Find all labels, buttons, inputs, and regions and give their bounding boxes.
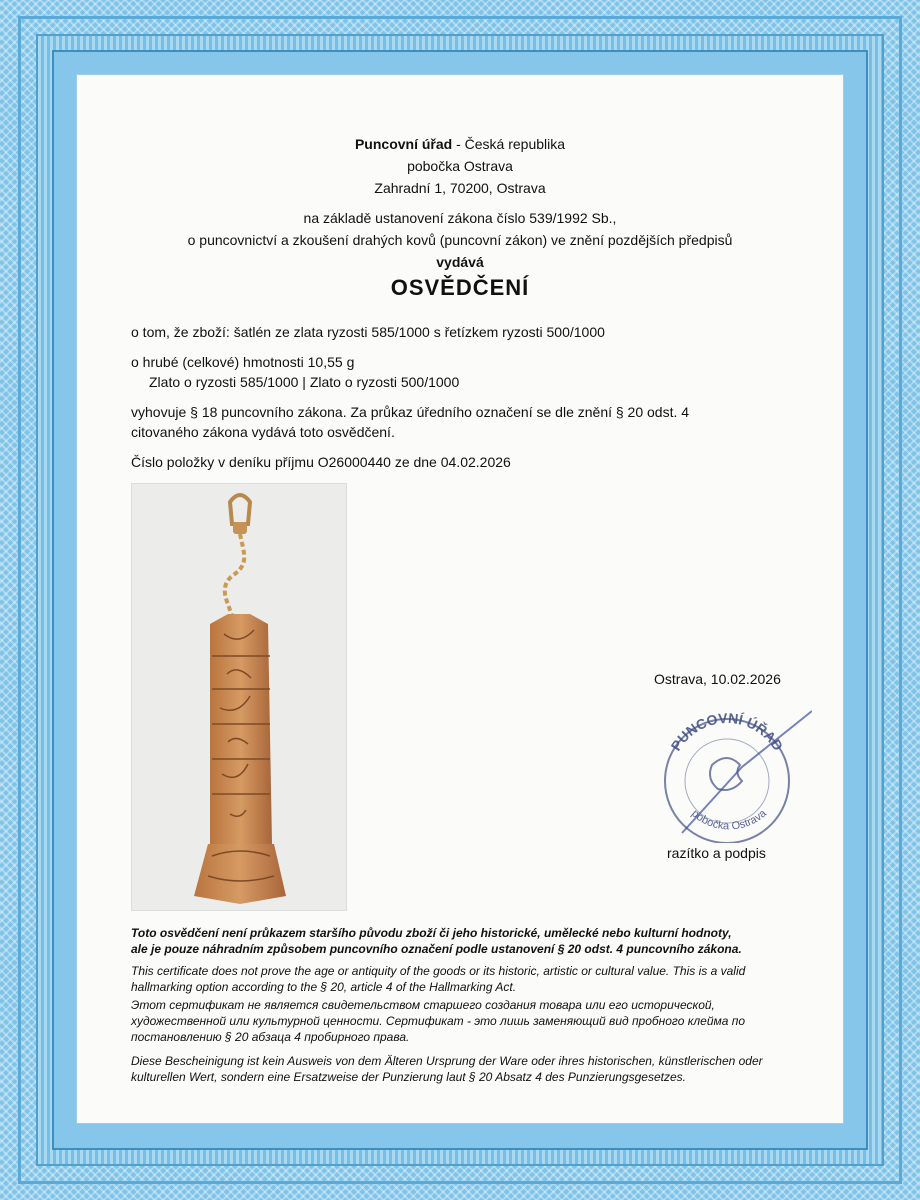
office-name: Puncovní úřad: [354, 136, 453, 152]
law-line-1: na základě ustanovení zákona číslo 539/1992 Sb.,: [303, 210, 617, 226]
certificate-header: [77, 133, 843, 273]
branch-name: pobočka Ostrava: [407, 158, 513, 174]
law-line-2: o puncovnictví a zkoušení drahých kovů (puncovní zákon) ve znění pozdějších předpisů: [187, 232, 733, 248]
gross-weight: o hrubé (celkové) hmotnosti 10,55 g: [131, 354, 355, 370]
place-and-date: Ostrava, 10.02.2026: [654, 671, 781, 687]
certificate-title: OSVĚDČENÍ: [390, 275, 530, 300]
compliance-line-1: vyhovuje § 18 puncovního zákona. Za průkaz úředního označení se dle znění § 20 odst. 4: [131, 404, 690, 420]
item-photo: [131, 483, 347, 911]
stamp-seal-icon: [652, 703, 812, 843]
disclaimer-ru: Этот сертификат не является свидетельством старшего создания товара или его исторической, художественной или культурной ценности. Сертификат - это лишь заменяющий вид пробного клейма по постановлению § 20 абзаца 4 пробирного права.: [131, 998, 746, 1044]
fineness-line: Zlato o ryzosti 585/1000 | Zlato o ryzosti 500/1000: [149, 374, 460, 390]
compliance-line-2: citovaného zákona vydává toto osvědčení.: [131, 424, 395, 440]
goods-description: o tom, že zboží: šatlén ze zlata ryzosti 585/1000 s řetízkem ryzosti 500/1000: [131, 324, 605, 340]
stamp-bottom-text: pobočka Ostrava: [689, 807, 769, 833]
stamp-top-text: PUNCOVNÍ ÚŘAD: [667, 709, 787, 754]
disclaimer-cz-line-1: Toto osvědčení není průkazem staršího původu zboží či jeho historické, umělecké nebo kulturní hodnoty,: [131, 926, 732, 940]
disclaimer-cz-line-2: ale je pouze náhradním způsobem puncovního označení podle ustanovení § 20 odst. 4 puncovního zákona.: [131, 942, 742, 956]
disclaimer-de: Diese Bescheinigung ist kein Ausweis von dem Älteren Ursprung der Ware oder ihres historischen, künstlerischen oder kulturellen Wert, sondern eine Ersatzweise der Punzierung laut § 20 Absatz 4 des Punzierungsgesetzes.: [131, 1054, 763, 1084]
watch-chain-fob-image: [132, 484, 346, 910]
branch-address: Zahradní 1, 70200, Ostrava: [374, 180, 546, 196]
official-stamp: [652, 703, 812, 843]
disclaimer-en: This certificate does not prove the age or antiquity of the goods or its historic, artistic or cultural value. This is a valid hallmarking option according to the § 20, article 4 of the Hallmarking Act.: [131, 964, 746, 994]
item-number: Číslo položky v deníku příjmu O26000440 ze dne 04.02.2026: [131, 454, 511, 470]
signature-label: razítko a podpis: [667, 845, 766, 861]
certificate-paper: [76, 74, 844, 1124]
issues-label: vydává: [436, 254, 484, 270]
office-country: - Česká republika: [452, 136, 566, 152]
